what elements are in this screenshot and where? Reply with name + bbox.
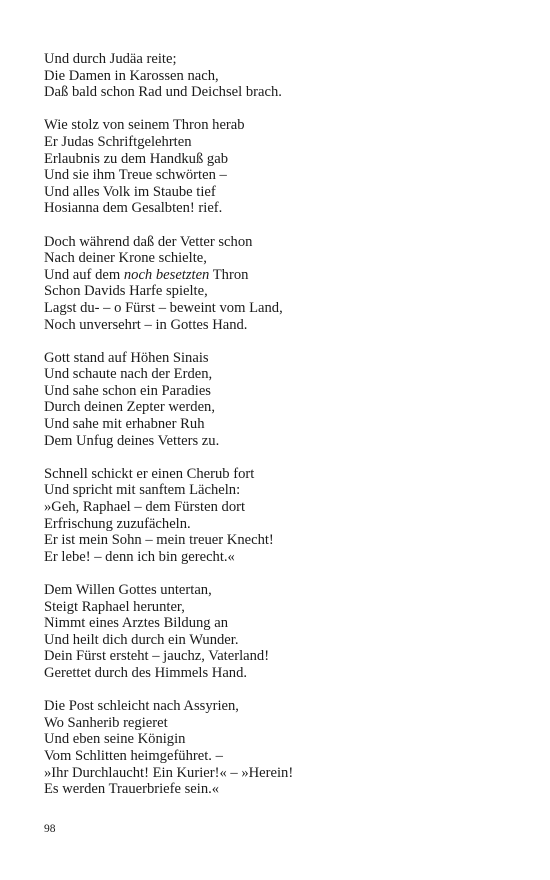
verse-line: Und heilt dich durch ein Wunder.	[44, 631, 239, 648]
verse-line: Durch deinen Zepter werden,	[44, 399, 215, 416]
verse-line-italic: noch besetzten	[123, 266, 210, 283]
verse-line: Die Damen in Karossen nach,	[44, 67, 219, 84]
verse-line: Nach deiner Krone schielte,	[44, 250, 207, 267]
verse-line: Nimmt eines Arztes Bildung an	[44, 615, 229, 632]
verse-line: Erlaubnis zu dem Handkuß gab	[44, 150, 228, 167]
verse-line: Gott stand auf Höhen Sinais	[44, 349, 209, 366]
verse-line: Steigt Raphael herunter,	[44, 598, 185, 615]
stanza	[44, 582, 514, 682]
verse-line: »Ihr Durchlaucht! Ein Kurier!« – »Herein!	[44, 764, 294, 781]
stanza	[44, 466, 514, 566]
verse-line: Und durch Judäa reite;	[44, 51, 177, 67]
verse-line: Und spricht mit sanftem Lächeln:	[44, 482, 241, 499]
verse-line: Und sie ihm Treue schwörten –	[44, 167, 227, 184]
poem-text	[44, 51, 514, 814]
verse-line	[44, 267, 514, 284]
verse-line: Und eben seine Königin	[44, 731, 186, 748]
verse-line: Er ist mein Sohn – mein treuer Knecht!	[44, 532, 274, 549]
verse-line-text: Und auf dem	[44, 266, 124, 283]
stanza	[44, 350, 514, 450]
verse-line: Dem Unfug deines Vetters zu.	[44, 432, 220, 449]
verse-line: Daß bald schon Rad und Deichsel brach.	[44, 84, 282, 101]
verse-line: Noch unversehrt – in Gottes Hand.	[44, 316, 248, 333]
stanza	[44, 117, 514, 217]
verse-line: Hosianna dem Gesalbten! rief.	[44, 200, 223, 217]
verse-line: Es werden Trauerbriefe sein.«	[44, 781, 220, 798]
verse-line: Lagst du- – o Fürst – beweint vom Land,	[44, 299, 283, 316]
verse-line: Er lebe! – denn ich bin gerecht.«	[44, 548, 235, 565]
verse-line: Schon Davids Harfe spielte,	[44, 283, 208, 300]
verse-line: Dein Fürst ersteht – jauchz, Vaterland!	[44, 648, 270, 665]
verse-line: Gerettet durch des Himmels Hand.	[44, 664, 248, 681]
verse-line: Und schaute nach der Erden,	[44, 366, 213, 383]
verse-line: Wo Sanherib regieret	[44, 714, 168, 731]
stanza	[44, 698, 514, 798]
verse-line: Dem Willen Gottes untertan,	[44, 582, 212, 598]
stanza	[44, 234, 514, 334]
verse-line: Er Judas Schriftgelehrten	[44, 133, 192, 150]
verse-line: Erfrischung zuzufächeln.	[44, 515, 191, 532]
verse-line: Wie stolz von seinem Thron herab	[44, 117, 245, 134]
verse-line: Und sahe schon ein Paradies	[44, 382, 211, 399]
verse-line: »Geh, Raphael – dem Fürsten dort	[44, 499, 246, 516]
verse-line-text: Thron	[209, 266, 249, 283]
verse-line: Und alles Volk im Staube tief	[44, 183, 216, 200]
verse-line: Schnell schickt er einen Cherub fort	[44, 465, 255, 482]
verse-line: Die Post schleicht nach Assyrien,	[44, 698, 239, 715]
verse-line: Doch während daß der Vetter schon	[44, 233, 253, 250]
page-number: 98	[44, 823, 56, 835]
verse-line: Vom Schlitten heimgeführet. –	[44, 747, 223, 764]
stanza	[44, 51, 514, 101]
verse-line: Und sahe mit erhabner Ruh	[44, 416, 205, 433]
